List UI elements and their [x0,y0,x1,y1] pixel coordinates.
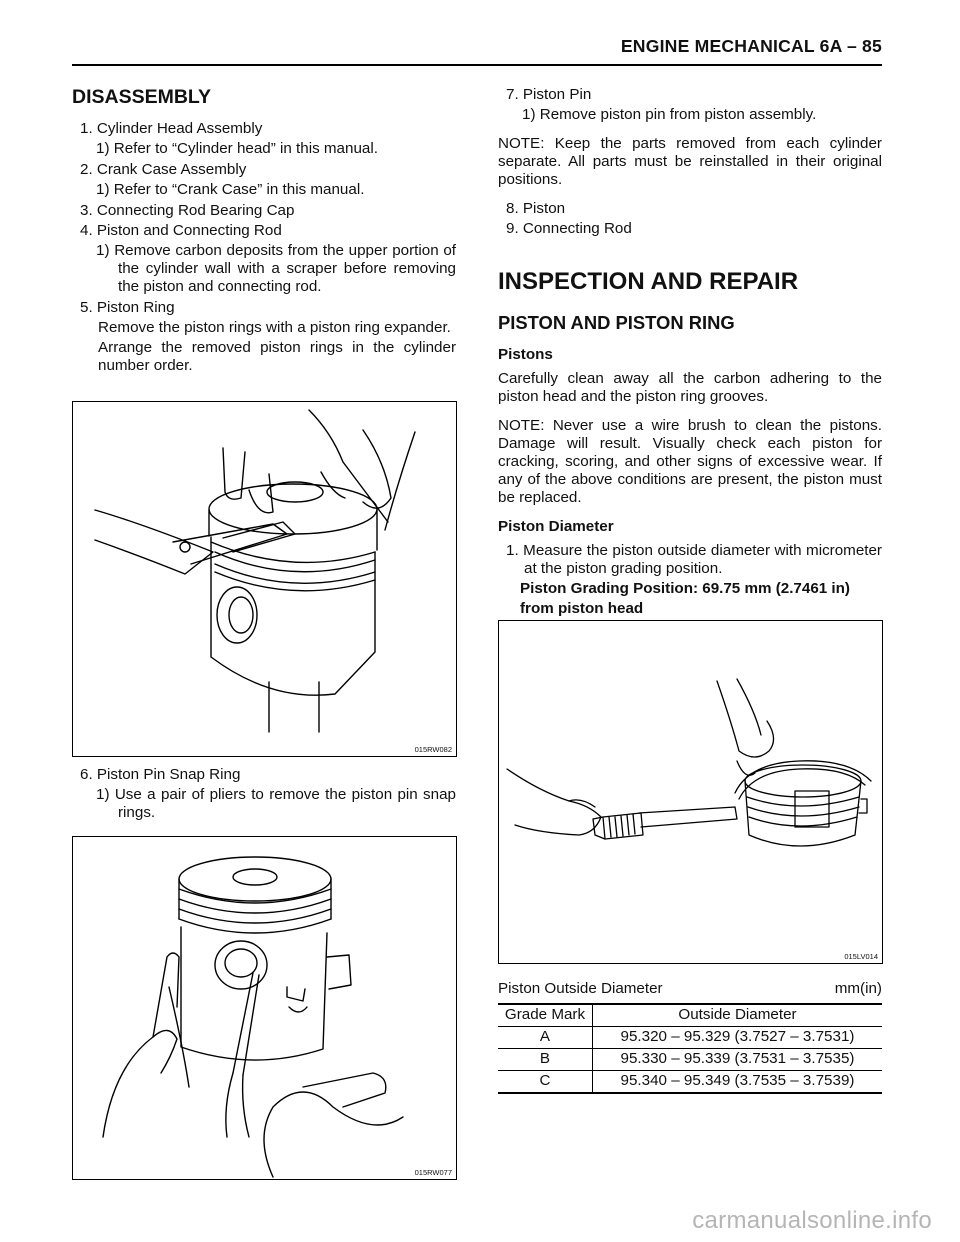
disassembly-heading: DISASSEMBLY [72,86,212,108]
step-1-substep: 1) Refer to “Cylinder head” in this manual. [96,140,378,157]
table-caption [498,980,882,998]
step-4-substep: 1) Remove carbon deposits from the upper portion of the cylinder wall with a scraper before removing the piston and connecting rod. [96,242,456,295]
step-6: 6. Piston Pin Snap Ring [80,766,241,783]
grade-cell: C [498,1071,593,1094]
pistons-cleaning-text: Carefully clean away all the carbon adhering to the piston head and the piston ring grooves. [498,370,882,405]
micrometer-illustration [499,621,882,963]
left-column [72,86,456,377]
step-7: 7. Piston Pin [506,86,592,103]
figure-micrometer-measurement [498,620,883,964]
figure-2-code: 015RW077 [414,1168,452,1177]
snap-ring-pliers-illustration [73,837,456,1179]
page-header-title: ENGINE MECHANICAL 6A – 85 [620,36,882,56]
step-5: 5. Piston Ring [80,299,175,316]
header-rule [72,64,882,66]
figure-3-code: 015LV014 [844,952,878,961]
step-6-substep: 1) Use a pair of pliers to remove the piston pin snap rings. [96,786,456,821]
table-row [498,1071,882,1094]
grading-position-line-2: from piston head [520,600,644,617]
table-header-grade: Grade Mark [498,1004,593,1027]
figure-snap-ring-pliers [72,836,457,1180]
watermark: carmanualsonline.info [692,1207,932,1234]
table-row [498,1027,882,1049]
left-column-lower [72,766,456,825]
step-7-substep: 1) Remove piston pin from piston assembly. [522,106,817,123]
note-keep-parts-separate: NOTE: Keep the parts removed from each cylinder separate. All parts must be reinstalled in their original positions. [498,135,882,188]
step-5-body-1: Remove the piston rings with a piston ring expander. [98,319,451,336]
table-header-diameter: Outside Diameter [678,1006,797,1023]
diameter-cell: 95.320 – 95.329 (3.7527 – 3.7531) [620,1028,855,1045]
step-1: 1. Cylinder Head Assembly [80,120,263,137]
table-caption-title: Piston Outside Diameter [498,980,663,997]
note-wire-brush: NOTE: Never use a wire brush to clean the pistons. Damage will result. Visually check each piston for cracking, scoring, and other signs of excessive wear. If any of the above conditions are present, the piston must be replaced. [498,417,882,506]
grade-cell: A [498,1027,593,1049]
piston-diameter-label: Piston Diameter [498,518,614,535]
step-9: 9. Connecting Rod [506,220,632,237]
inspection-heading: INSPECTION AND REPAIR [498,268,799,295]
diameter-cell: 95.340 – 95.349 (3.7535 – 3.7539) [620,1072,855,1089]
piston-ring-subheading: PISTON AND PISTON RING [498,312,735,333]
diameter-cell: 95.330 – 95.339 (3.7531 – 3.7535) [620,1050,855,1067]
pistons-label: Pistons [498,346,553,363]
step-3: 3. Connecting Rod Bearing Cap [80,202,295,219]
table-caption-unit: mm(in) [834,980,882,997]
measure-step: 1. Measure the piston outside diameter with micrometer at the piston grading position. [506,542,882,577]
step-4: 4. Piston and Connecting Rod [80,222,282,239]
right-column [498,86,882,620]
step-8: 8. Piston [506,200,566,217]
figure-1-code: 015RW082 [414,745,452,754]
step-5-body-2: Arrange the removed piston rings in the cylinder number order. [98,339,456,374]
piston-ring-expander-illustration [73,402,456,756]
step-2-substep: 1) Refer to “Crank Case” in this manual. [96,181,365,198]
grading-position-line-1: Piston Grading Position: 69.75 mm (2.7461 in) [520,580,850,597]
grade-cell: B [498,1049,593,1071]
table-header-row [498,1004,882,1027]
table-row [498,1049,882,1071]
step-2: 2. Crank Case Assembly [80,161,247,178]
piston-diameter-table [498,1003,882,1094]
figure-piston-ring-expander [72,401,457,757]
